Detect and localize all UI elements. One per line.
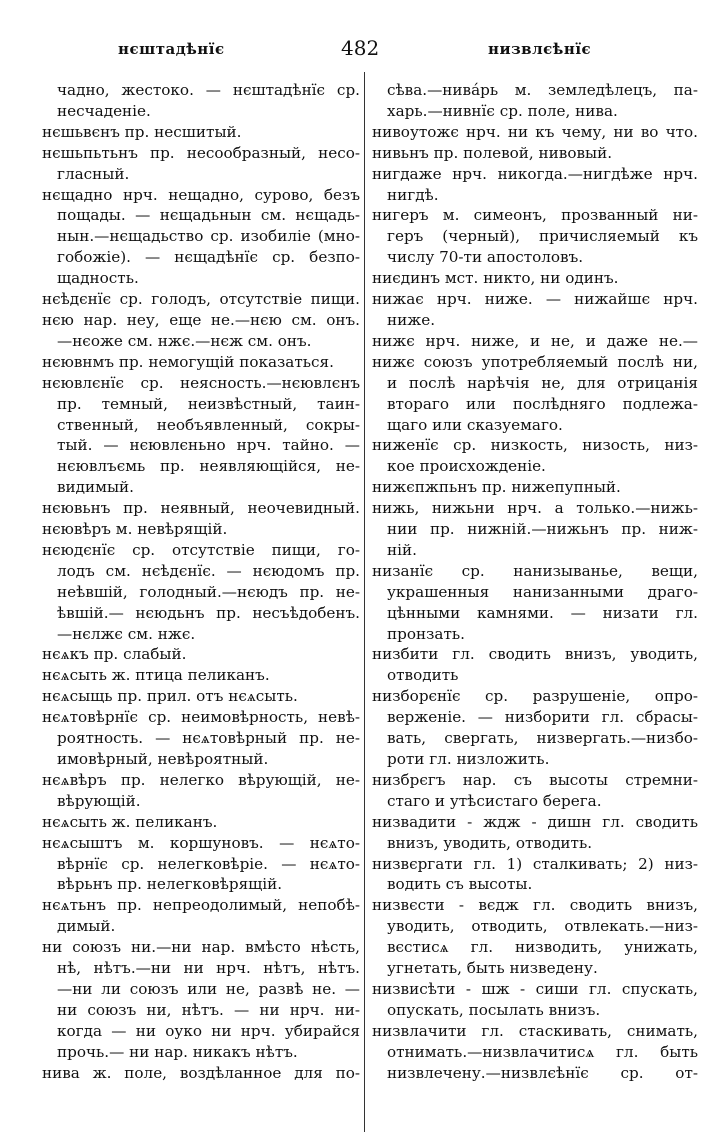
dictionary-line: верженіе. — низборити гл. сбрасы- <box>387 708 698 727</box>
dictionary-line: вѣрнїє ср. нелегковѣріе. — нєѧто- <box>57 854 360 873</box>
dictionary-line: лодъ см. нєѣдєнїє. — нєюдомъ пр. <box>57 561 360 580</box>
left-running-headword: нєштадѣнїє <box>118 40 225 58</box>
dictionary-line: угнетать, быть низведену. <box>387 959 598 978</box>
dictionary-line: нижає нрч. ниже. — нижайшє нрч. <box>372 290 698 309</box>
dictionary-line: нєшьвєнъ пр. несшитый. <box>42 122 242 141</box>
dictionary-line: нигдѣ. <box>387 185 439 204</box>
dictionary-line: нєѧтьнъ пр. непреодолимый, непобѣ- <box>42 896 360 915</box>
dictionary-line: ни союзъ ни.—ни нар. вмѣсто нѣсть, <box>42 938 360 957</box>
dictionary-line: низбрєгъ нар. съ высоты стремни- <box>372 770 698 789</box>
dictionary-line: низвлечену.—низвлєѣнїє ср. от- <box>387 1063 698 1082</box>
dictionary-line: нєювлєнїє ср. неясность.—нєювлєнъ <box>42 373 360 392</box>
dictionary-line: ниже. <box>387 310 436 329</box>
dictionary-line: —ни ли союзъ или не, развѣ не. — <box>57 979 360 998</box>
dictionary-line: низвисѣти - шж - сиши гл. спускать, <box>372 979 698 998</box>
dictionary-line: кое происхожденіе. <box>387 457 546 476</box>
dictionary-line: нєю нар. неу, еще не.—нєю см. онъ. <box>42 310 360 329</box>
dictionary-line: роти гл. низложить. <box>387 750 550 768</box>
dictionary-line: —нєоже см. нжє.—нєж см. онъ. <box>57 331 312 350</box>
dictionary-line: пощады. — нєщадьнын см. нєщадь- <box>57 206 360 225</box>
dictionary-line: несчаденіе. <box>57 101 151 120</box>
dictionary-line: внизъ, уводить, отводить. <box>387 833 593 852</box>
right-running-headword: низвлєѣнїє <box>488 40 592 58</box>
dictionary-line: сѣва.—нивáрь м. земледѣлецъ, па- <box>387 81 698 99</box>
dictionary-line: уводить, отводить, отвлекать.—низ- <box>387 917 698 936</box>
dictionary-line: щадность. <box>57 269 139 288</box>
dictionary-line: ни союзъ ни, нѣтъ. — ни нрч. ни- <box>57 1000 360 1019</box>
dictionary-line: тый. — нєювлєньно нрч. тайно. — <box>57 436 360 455</box>
dictionary-line: нєѧсыщь пр. прил. отъ нєѧсыть. <box>42 687 298 706</box>
dictionary-line: нєювнмъ пр. немогущій показаться. <box>42 352 334 371</box>
dictionary-line: нигдаже нрч. никогда.—нигдѣже нрч. <box>372 164 698 183</box>
dictionary-line: нижь, нижьни нрч. а только.—нижь- <box>372 499 698 518</box>
dictionary-line: нєѣдєнїє ср. голодъ, отсутствіе пищи. <box>42 290 360 309</box>
dictionary-line: димый. <box>57 917 116 936</box>
dictionary-line: отнимать.—низвлачитисѧ гл. быть <box>387 1042 698 1061</box>
dictionary-line: нєщадно нрч. нещадно, сурово, безъ <box>42 185 360 204</box>
dictionary-line: нива ж. поле, воздѣланное для по- <box>42 1063 360 1082</box>
dictionary-line: пронзать. <box>387 624 465 643</box>
dictionary-line: низвадити - ждж - дишн гл. сводить <box>372 812 698 831</box>
dictionary-line: видимый. <box>57 478 134 497</box>
dictionary-line: ниєдинъ мст. никто, ни одинъ. <box>372 269 619 288</box>
right-column <box>372 80 698 1084</box>
dictionary-line: ственный, необъявленный, сокры- <box>57 415 360 434</box>
dictionary-line: ній. <box>387 540 417 559</box>
dictionary-line: нивоутожє нрч. ни къ чему, ни во что. <box>372 122 698 141</box>
dictionary-line: низбити гл. сводить внизъ, уводить, <box>372 645 698 664</box>
dictionary-line: числу 70-ти апостоловъ. <box>387 248 584 267</box>
dictionary-line: прочь.— ни нар. никакъ нѣтъ. <box>57 1042 298 1061</box>
dictionary-line: низвєсти - вєдж гл. сводить внизъ, <box>372 896 698 915</box>
dictionary-line: вєстисѧ гл. низводить, унижать, <box>387 938 698 957</box>
dictionary-line: гласный. <box>57 164 130 183</box>
dictionary-line: нивьнъ пр. полевой, нивовый. <box>372 143 613 162</box>
column-divider <box>364 72 365 1132</box>
dictionary-line: нєѧкъ пр. слабый. <box>42 645 187 664</box>
dictionary-line: ѣвшій.— нєюдьнъ пр. несъѣдобенъ. <box>57 603 360 622</box>
dictionary-line: нѣ, нѣтъ.—ни ни нрч. нѣтъ, нѣтъ. <box>57 959 360 978</box>
dictionary-line: нижє нрч. ниже, и не, и даже не.— <box>372 331 698 350</box>
dictionary-line: щаго или сказуемаго. <box>387 415 563 434</box>
left-column <box>42 80 360 1084</box>
dictionary-line: вѣрьнъ пр. нелегковѣрящій. <box>57 875 283 894</box>
dictionary-line: отводить <box>387 666 459 685</box>
dictionary-line: нєювлъємь пр. неявляющійся, не- <box>57 457 360 476</box>
dictionary-line: нєшьпьтьнъ пр. несообразный, несо- <box>42 143 360 162</box>
dictionary-line: роятность. — нєѧтовѣрный пр. не- <box>57 729 360 748</box>
dictionary-line: нижє союзъ употребляемый послѣ ни, <box>372 352 698 371</box>
dictionary-line: чадно, жестоко. — нєштадѣнїє ср. <box>57 81 360 99</box>
dictionary-line: водить съ высоты. <box>387 875 533 894</box>
dictionary-line: —нєлжє см. нжє. <box>57 624 196 643</box>
page-header <box>0 36 726 70</box>
dictionary-line: украшенныя нанизанными драго- <box>387 582 698 601</box>
dictionary-line: опускать, посылать внизъ. <box>387 1000 601 1019</box>
dictionary-line: втораго или послѣдняго подлежа- <box>387 394 698 413</box>
dictionary-line: низанїє ср. нанизыванье, вещи, <box>372 561 698 580</box>
dictionary-line: нии пр. нижній.—нижьнъ пр. ниж- <box>387 520 698 539</box>
page-number: 482 <box>341 36 380 60</box>
dictionary-line: когда — ни оуко ни нрч. убирайся <box>57 1021 360 1040</box>
dictionary-line: ниженїє ср. низкость, низость, низ- <box>372 436 698 455</box>
dictionary-line: пр. темный, неизвѣстный, таин- <box>57 394 360 413</box>
dictionary-line: вать, свергать, низвергать.—низбо- <box>387 729 698 748</box>
dictionary-line: нєѧсыть ж. птица пеликанъ. <box>42 666 270 685</box>
dictionary-line: нєювьнъ пр. неявный, неочевидный. <box>42 499 360 518</box>
dictionary-line: гобожіе). — нєщадѣнїє ср. безпо- <box>57 248 360 267</box>
dictionary-line: нигеръ м. симеонъ, прозванный ни- <box>372 206 698 225</box>
dictionary-line: харь.—нивнїє ср. поле, нива. <box>387 101 618 120</box>
dictionary-line: нєѧтовѣрнїє ср. неимовѣрность, невѣ- <box>42 708 360 727</box>
dictionary-line: низвєргати гл. 1) сталкивать; 2) низ- <box>372 854 698 873</box>
dictionary-line: имовѣрный, невѣроятный. <box>57 750 269 768</box>
dictionary-line: низвлачити гл. стаскивать, снимать, <box>372 1021 698 1040</box>
dictionary-line: нєѧсыштъ м. коршуновъ. — нєѧто- <box>42 833 360 852</box>
dictionary-line: нєювѣръ м. невѣрящій. <box>42 520 228 539</box>
dictionary-line: вѣрующій. <box>57 791 141 810</box>
dictionary-line: стаго и утѣсистаго берега. <box>387 791 602 810</box>
dictionary-line: геръ (черный), причисляемый къ <box>387 227 698 246</box>
dictionary-line: низборєнїє ср. разрушеніе, опро- <box>372 687 698 706</box>
dictionary-line: и послѣ нарѣчія не, для отрицанія <box>387 373 698 392</box>
dictionary-line: нижєпжпьнъ пр. нижепупный. <box>372 478 621 497</box>
dictionary-line: нєѧвѣръ пр. нелегко вѣрующій, не- <box>42 770 360 789</box>
dictionary-line: нєѧсыть ж. пеликанъ. <box>42 812 218 831</box>
dictionary-line: неѣвшій, голодный.—нєюдъ пр. не- <box>57 582 360 601</box>
dictionary-line: нын.—нєщадьство ср. изобиліе (мно- <box>57 227 360 246</box>
dictionary-line: цѣнными камнями. — низати гл. <box>387 603 698 622</box>
dictionary-line: нєюдєнїє ср. отсутствіе пищи, го- <box>42 540 360 559</box>
